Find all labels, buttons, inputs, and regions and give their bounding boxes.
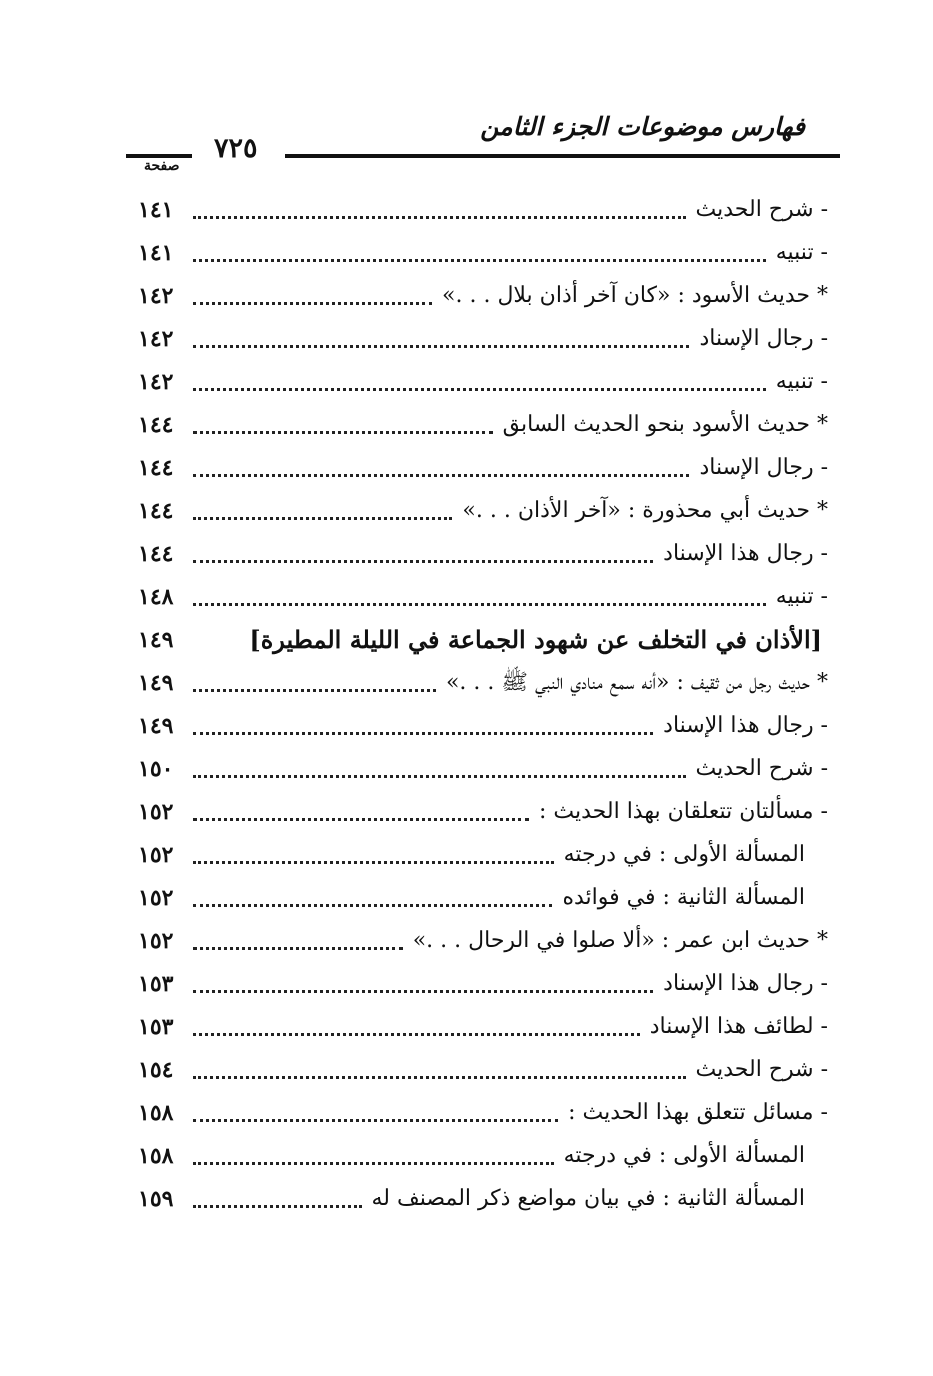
list-item [0,1179,933,1219]
list-item [0,448,933,488]
dot-leader [193,1119,558,1122]
entry-title: - تنبيه [775,584,828,609]
dot-leader [193,818,529,821]
dot-leader [193,732,653,735]
entry-title: المسألة الأولى : في درجته [563,842,805,867]
list-item [0,792,933,832]
dot-leader [193,603,766,606]
entry-page-number: ١٥٢ [138,885,174,911]
entry-page-number: ١٤٢ [138,326,174,352]
entry-title: - مسألتان تتعلقان بهذا الحديث : [539,799,828,824]
entry-title: - شرح الحديث [695,1057,828,1082]
entry-title: * حديث ابن عمر : «ألا صلوا في الرحال . . .» [412,928,828,953]
header-page-number: ٧٢٥ [214,133,258,164]
entry-title: - لطائف هذا الإسناد [649,1014,828,1039]
entry-page-number: ١٥٩ [138,1186,174,1212]
section-heading [0,620,933,660]
entry-page-number: ١٥٤ [138,1057,174,1083]
dot-leader [193,302,432,305]
list-item [0,706,933,746]
entry-title: * حديث الأسود بنحو الحديث السابق [502,412,828,437]
list-item [0,1050,933,1090]
dot-leader [193,689,436,692]
entry-page-number: ١٤٤ [138,541,174,567]
dot-leader [193,904,552,907]
entry-page-number: ١٤٩ [138,670,174,696]
entry-page-number: ١٤٩ [138,627,174,653]
list-item [0,276,933,316]
list-item [0,1093,933,1133]
entry-page-number: ١٥٣ [138,971,174,997]
section-title: [الأذان في التخلف عن شهود الجماعة في الليلة المطيرة] [249,625,822,654]
dot-leader [193,1033,640,1036]
list-item [0,1007,933,1047]
list-item [0,878,933,918]
entry-title: - شرح الحديث [695,197,828,222]
dot-leader [193,216,686,219]
entry-title: - رجال هذا الإسناد [663,971,828,996]
dot-leader [193,1205,362,1208]
entry-title: * حديث رجل من ثقيف : «أنه سمع منادي النبي ﷺ . . .» [445,670,828,695]
dot-leader [193,259,766,262]
list-item [0,233,933,273]
entry-title: - رجال هذا الإسناد [663,713,828,738]
entry-page-number: ١٤٤ [138,412,174,438]
entry-title: - مسائل تتعلق بهذا الحديث : [568,1100,828,1125]
dot-leader [193,1162,554,1165]
entry-title: - رجال الإسناد [699,455,828,480]
entry-page-number: ١٥٢ [138,842,174,868]
dot-leader [193,861,554,864]
list-item [0,534,933,574]
entry-page-number: ١٤٤ [138,455,174,481]
list-item [0,749,933,789]
entry-title: - شرح الحديث [695,756,828,781]
dot-leader [193,990,653,993]
list-item [0,577,933,617]
entry-page-number: ١٥٢ [138,928,174,954]
dot-leader [193,517,452,520]
dot-leader [193,388,766,391]
entry-title: المسألة الثانية : في بيان مواضع ذكر المصنف له [371,1186,805,1211]
entry-page-number: ١٤١ [138,197,174,223]
entry-page-number: ١٤٢ [138,369,174,395]
list-item [0,835,933,875]
list-item [0,362,933,402]
dot-leader [193,947,403,950]
entry-title: - تنبيه [775,369,828,394]
entry-page-number: ١٤٩ [138,713,174,739]
entry-page-number: ١٤٤ [138,498,174,524]
dot-leader [193,1076,686,1079]
dot-leader [193,775,686,778]
entry-title: * حديث الأسود : «كان آخر أذان بلال . . .» [442,283,828,308]
list-item [0,491,933,531]
entry-page-number: ١٥٨ [138,1143,174,1169]
entry-title: - رجال الإسناد [699,326,828,351]
entry-page-number: ١٤٢ [138,283,174,309]
list-item [0,921,933,961]
entry-title: المسألة الثانية : في فوائده [562,885,805,910]
dot-leader [193,560,653,563]
entry-page-number: ١٤٨ [138,584,174,610]
list-item [0,964,933,1004]
dot-leader [193,345,689,348]
page-column-label: صفحة [144,158,180,174]
dot-leader [193,431,493,434]
list-item [0,405,933,445]
running-header-title: فهارس موضوعات الجزء الثامن [480,112,805,141]
entry-page-number: ١٥٣ [138,1014,174,1040]
entry-page-number: ١٤١ [138,240,174,266]
entry-page-number: ١٥٨ [138,1100,174,1126]
entry-title: * حديث أبي محذورة : «آخر الأذان . . .» [462,498,828,523]
entry-title: - تنبيه [775,240,828,265]
entry-page-number: ١٥٠ [138,756,174,782]
dot-leader [193,474,689,477]
list-item [0,663,933,703]
list-item [0,190,933,230]
list-item [0,1136,933,1176]
list-item [0,319,933,359]
entry-page-number: ١٥٢ [138,799,174,825]
entry-title: المسألة الأولى : في درجته [563,1143,805,1168]
entry-title: - رجال هذا الإسناد [663,541,828,566]
